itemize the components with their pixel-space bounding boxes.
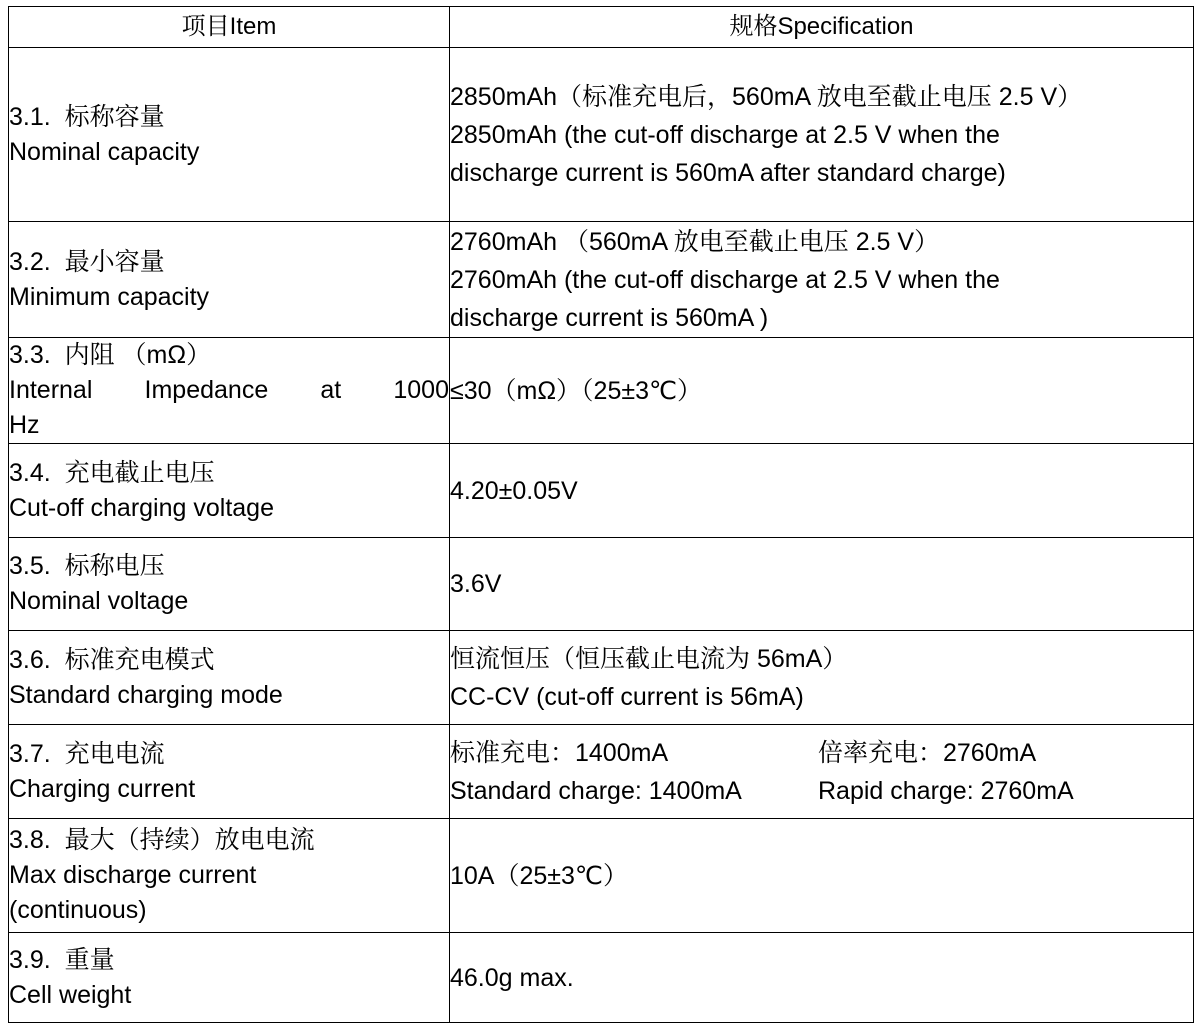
standard-charge-en: Standard charge: 1400mA bbox=[450, 776, 742, 805]
item-cell bbox=[9, 48, 450, 222]
item-number: 3.2. bbox=[9, 247, 51, 276]
header-spec: 规格Specification bbox=[450, 7, 1194, 48]
item-name-cn: 最小容量 bbox=[64, 247, 165, 276]
item-name-en: Minimum capacity bbox=[9, 282, 210, 311]
table-row bbox=[9, 725, 1194, 819]
item-cell bbox=[9, 444, 450, 538]
item-name-en-word: at bbox=[320, 376, 342, 404]
item-name-en-word: 1000 bbox=[393, 376, 449, 404]
table-row bbox=[9, 338, 1194, 444]
item-name-en: Cell weight bbox=[9, 980, 132, 1009]
item-cell bbox=[9, 538, 450, 631]
item-name-cn: 充电截止电压 bbox=[64, 458, 215, 487]
item-cell bbox=[9, 933, 450, 1023]
item-cell bbox=[9, 222, 450, 338]
spec-line: ≤30（mΩ）（25±3℃） bbox=[450, 376, 703, 405]
spec-line: 2850mAh (the cut-off discharge at 2.5 V when the bbox=[450, 120, 1000, 149]
item-number: 3.6. bbox=[9, 645, 51, 674]
item-number: 3.4. bbox=[9, 458, 51, 487]
item-number: 3.3. bbox=[9, 341, 51, 369]
spec-cell bbox=[450, 222, 1194, 338]
item-name-en: Nominal voltage bbox=[9, 587, 189, 615]
item-name-en: Standard charging mode bbox=[9, 680, 283, 709]
item-name-cn: 标称容量 bbox=[64, 102, 165, 131]
item-number: 3.8. bbox=[9, 826, 51, 854]
item-number: 3.9. bbox=[9, 945, 51, 974]
item-name-en-word: Impedance bbox=[144, 376, 269, 404]
table-row bbox=[9, 631, 1194, 725]
item-name-en bbox=[9, 373, 449, 408]
item-name-cn: 标准充电模式 bbox=[64, 645, 215, 674]
spec-cell bbox=[450, 933, 1194, 1023]
item-name-cn: 充电电流 bbox=[64, 739, 165, 768]
spec-cell bbox=[450, 48, 1194, 222]
item-cell bbox=[9, 338, 450, 444]
item-name-cn: 最大（持续）放电电流 bbox=[64, 826, 315, 854]
item-name-en: Nominal capacity bbox=[9, 137, 200, 166]
item-name-en: Charging current bbox=[9, 774, 196, 803]
spec-cell bbox=[450, 631, 1194, 725]
item-cell bbox=[9, 631, 450, 725]
item-number: 3.5. bbox=[9, 552, 51, 580]
item-cell bbox=[9, 819, 450, 933]
table-row bbox=[9, 48, 1194, 222]
item-cell bbox=[9, 725, 450, 819]
item-number: 3.1. bbox=[9, 102, 51, 131]
spec-cell bbox=[450, 725, 1194, 819]
table-row bbox=[9, 222, 1194, 338]
spec-line: 46.0g max. bbox=[450, 963, 574, 992]
table-header-row bbox=[9, 7, 1194, 48]
spec-line: 3.6V bbox=[450, 570, 502, 598]
spec-cell bbox=[450, 444, 1194, 538]
item-name-en-word: Internal bbox=[9, 376, 93, 404]
table-row bbox=[9, 819, 1194, 933]
item-name-cn: 重量 bbox=[64, 945, 115, 974]
item-number: 3.7. bbox=[9, 739, 51, 768]
spec-cell bbox=[450, 338, 1194, 444]
spec-line: 4.20±0.05V bbox=[450, 476, 578, 505]
spec-line: CC-CV (cut-off current is 56mA) bbox=[450, 682, 804, 711]
item-name-cn: 内阻 （mΩ） bbox=[64, 341, 212, 369]
spec-table bbox=[8, 6, 1194, 1023]
spec-cell bbox=[450, 538, 1194, 631]
item-name-en: Max discharge current bbox=[9, 861, 257, 889]
spec-line: 10A（25±3℃） bbox=[450, 861, 628, 890]
spec-cell bbox=[450, 819, 1194, 933]
table-row bbox=[9, 933, 1194, 1023]
table-row bbox=[9, 538, 1194, 631]
spec-line: 2760mAh (the cut-off discharge at 2.5 V when the bbox=[450, 265, 1000, 294]
header-item: 项目Item bbox=[9, 7, 450, 48]
item-name-en-cont: Hz bbox=[9, 411, 40, 439]
spec-grid-row bbox=[450, 734, 1193, 772]
standard-charge-cn: 标准充电：1400mA bbox=[450, 738, 669, 767]
spec-line: 2850mAh（标准充电后，560mA 放电至截止电压 2.5 V） bbox=[450, 82, 1083, 111]
item-name-en-cont: (continuous) bbox=[9, 896, 147, 924]
item-name-en: Cut-off charging voltage bbox=[9, 493, 274, 522]
spec-line: discharge current is 560mA after standard charge) bbox=[450, 158, 1006, 187]
table-row bbox=[9, 444, 1194, 538]
rapid-charge-en: Rapid charge: 2760mA bbox=[818, 776, 1074, 805]
spec-line: 2760mAh （560mA 放电至截止电压 2.5 V） bbox=[450, 227, 940, 256]
rapid-charge-cn: 倍率充电：2760mA bbox=[818, 738, 1037, 767]
spec-line: discharge current is 560mA ) bbox=[450, 303, 769, 332]
spec-grid-row bbox=[450, 772, 1193, 810]
spec-line: 恒流恒压（恒压截止电流为 56mA） bbox=[450, 644, 848, 673]
item-name-cn: 标称电压 bbox=[64, 552, 165, 580]
